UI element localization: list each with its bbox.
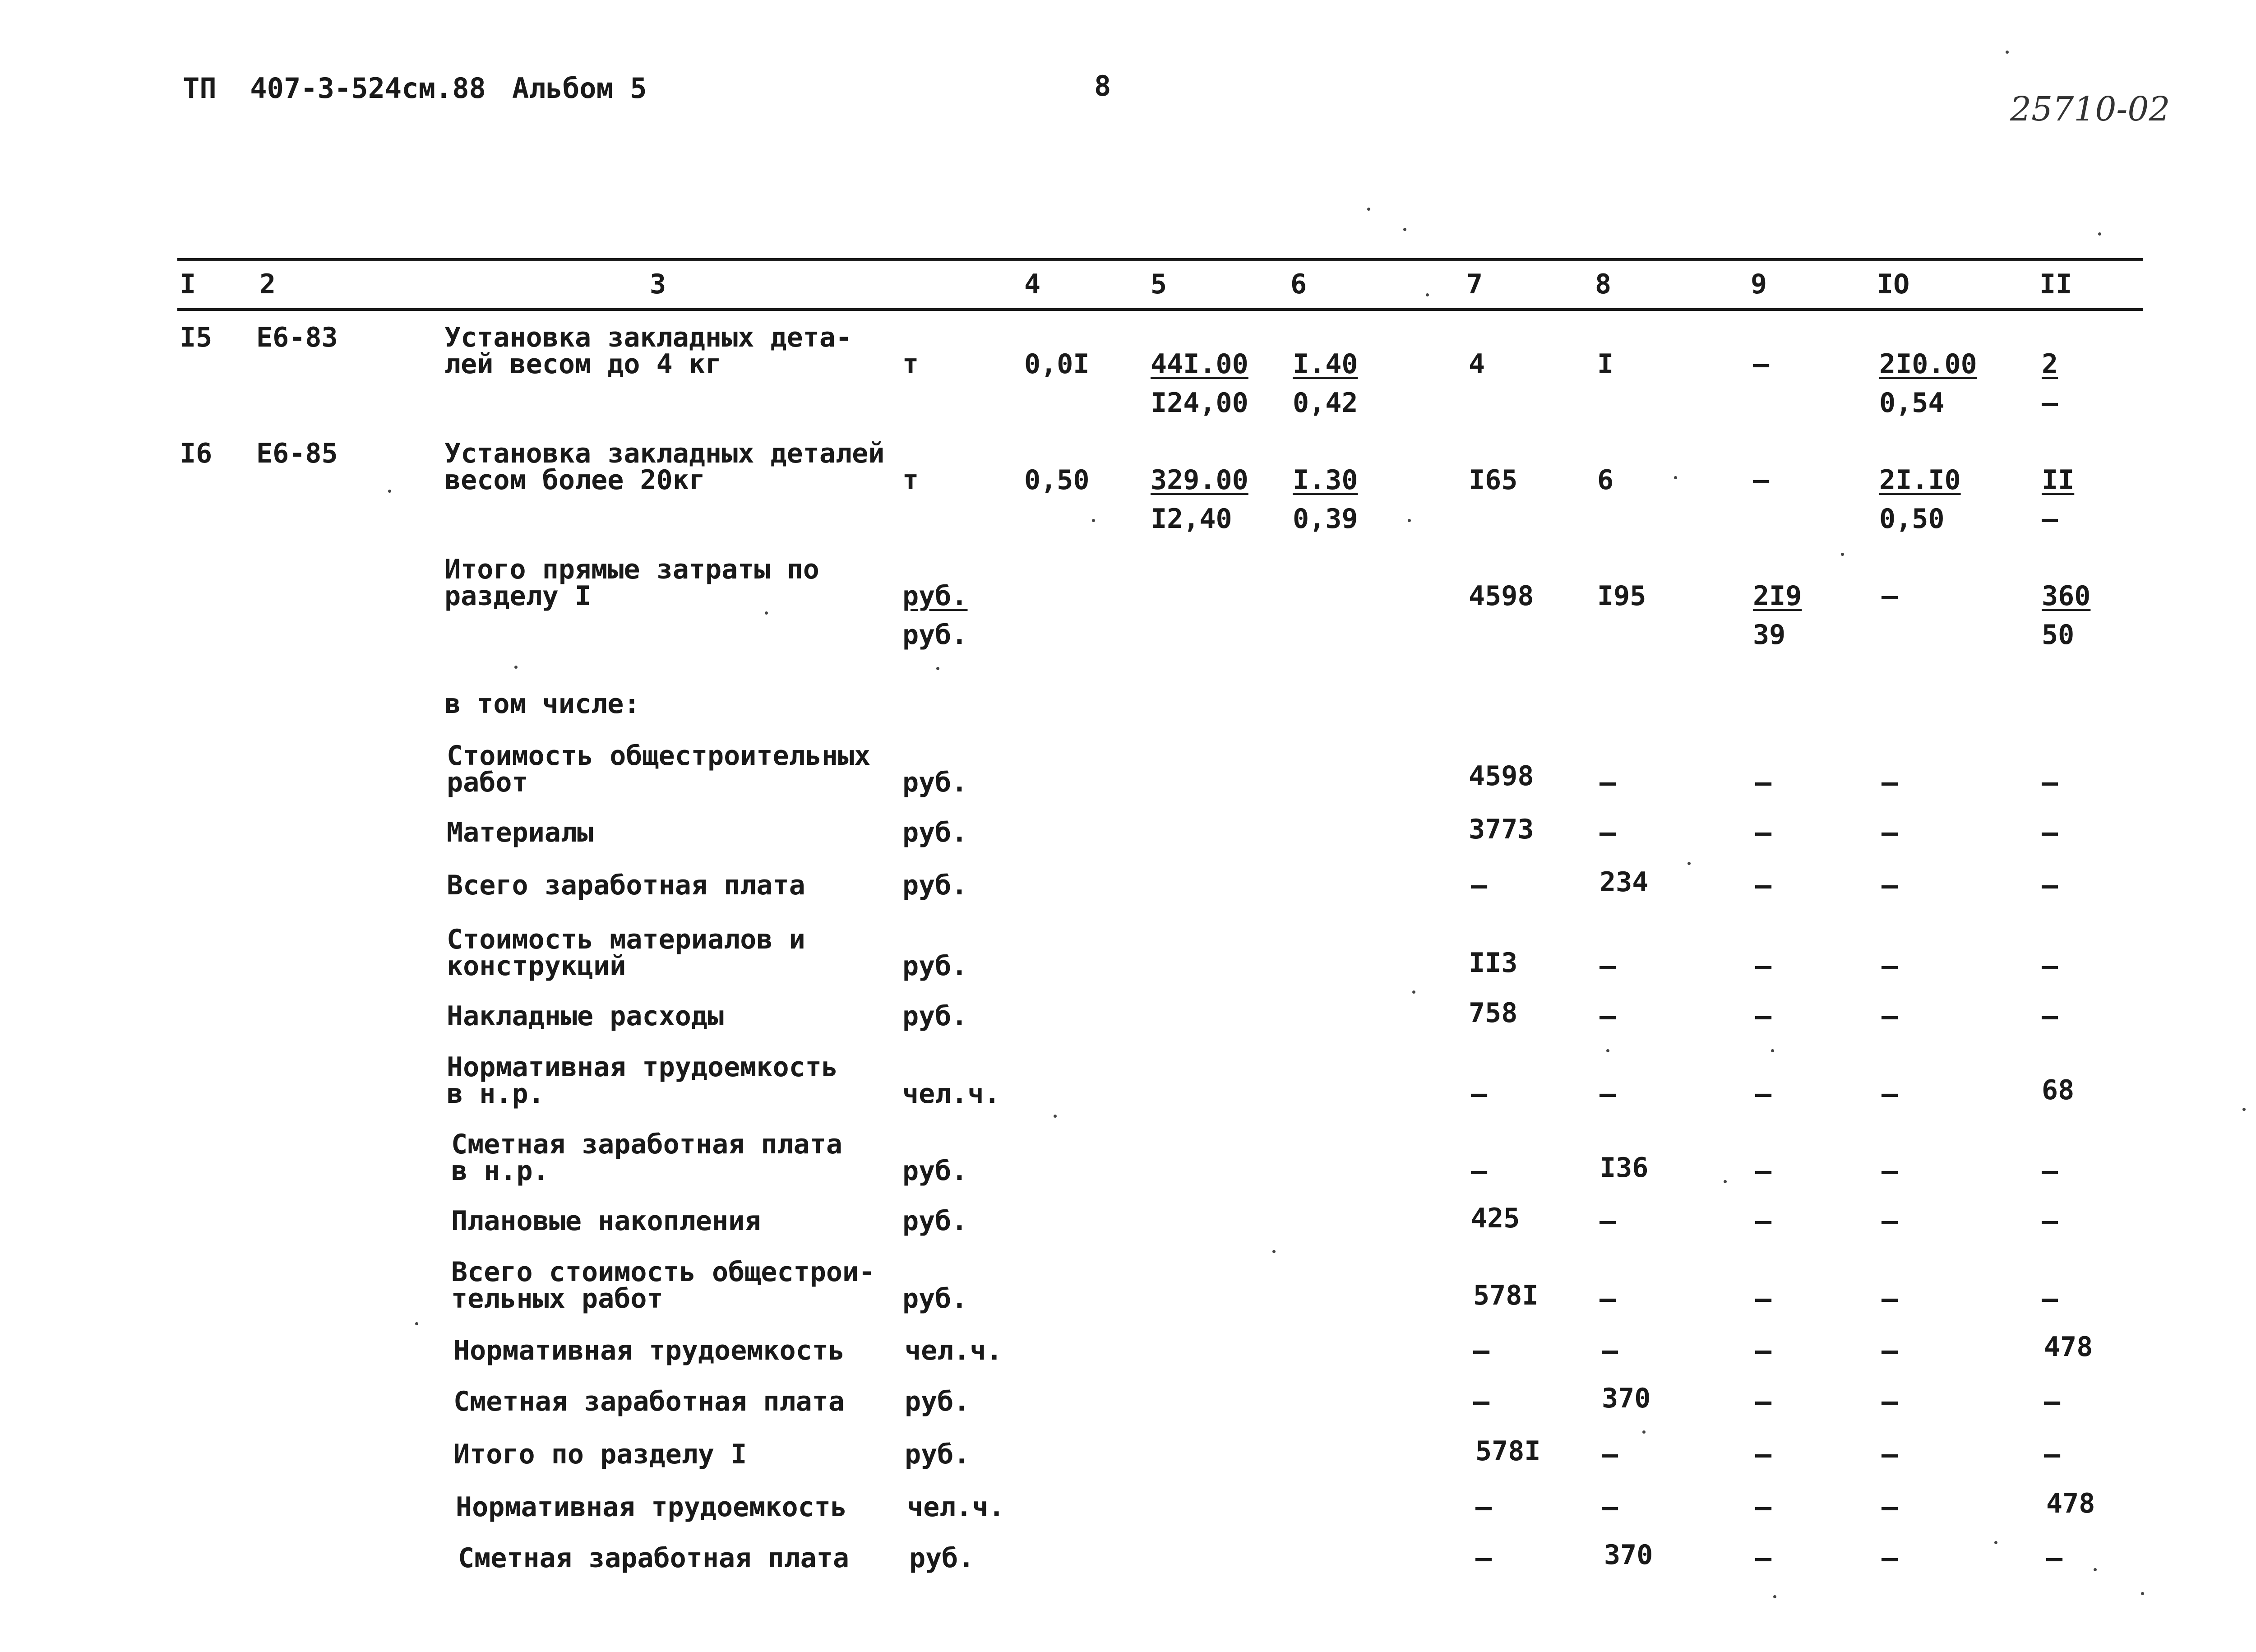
scan-speck xyxy=(1272,1250,1276,1253)
labor-total: – xyxy=(2042,950,2058,982)
archive-stamp: 25710-02 xyxy=(2010,90,2170,129)
labor-total: – xyxy=(2042,870,2058,901)
total-machine: – xyxy=(1755,950,1772,982)
total-cost: – xyxy=(1471,1078,1488,1110)
unit: руб. xyxy=(902,950,968,982)
summary-description: в н.р. xyxy=(451,1155,549,1187)
unit-machine-wage: 0,42 xyxy=(1293,387,1358,419)
col-num: 8 xyxy=(1595,268,1612,300)
unit: т xyxy=(902,464,919,496)
labor-unit: 2I.I0 xyxy=(1879,464,1961,496)
total-machine: – xyxy=(1755,870,1772,901)
total-cost: – xyxy=(1473,1386,1490,1417)
summary-description: Всего стоимость общестрои- xyxy=(451,1256,875,1288)
total-wage: – xyxy=(1600,767,1616,798)
total-machine: – xyxy=(1753,464,1770,496)
total-wage: – xyxy=(1600,950,1616,982)
total-wage: – xyxy=(1602,1335,1618,1366)
total-cost: – xyxy=(1471,870,1488,901)
total-wage: – xyxy=(1600,1283,1616,1314)
work-description: Установка закладных дета- xyxy=(444,322,852,353)
total-machine-wage: 39 xyxy=(1753,619,1786,651)
unit: руб. xyxy=(909,1542,975,1574)
labor-unit: – xyxy=(1882,1000,1898,1032)
labor-total: 360 xyxy=(2042,580,2091,612)
labor-unit: 2I0.00 xyxy=(1879,348,1977,380)
summary-description: Стоимость материалов и xyxy=(447,924,805,955)
scan-speck xyxy=(2006,51,2009,54)
summary-description: Сметная заработная плата xyxy=(458,1542,849,1574)
including-label: в том числе: xyxy=(444,688,640,720)
total-wage: – xyxy=(1600,817,1616,848)
scan-speck xyxy=(388,490,391,493)
summary-description: Итого по разделу I xyxy=(453,1439,747,1470)
labor-total: II xyxy=(2042,464,2075,496)
summary-description: Стоимость общестроительных xyxy=(447,740,871,772)
unit-machine-cost: I.40 xyxy=(1293,348,1358,380)
labor-unit: – xyxy=(1882,817,1898,848)
labor-total: – xyxy=(2042,767,2058,798)
labor-unit: – xyxy=(1882,1439,1898,1470)
summary-description: Сметная заработная плата xyxy=(451,1129,842,1160)
total-machine: – xyxy=(1755,1439,1772,1470)
col-num: IO xyxy=(1877,268,1910,300)
total-wage: – xyxy=(1602,1439,1618,1470)
unit-cost: 44I.00 xyxy=(1151,348,1248,380)
scan-speck xyxy=(415,1322,418,1325)
scan-speck xyxy=(1367,208,1370,211)
summary-description: Итого прямые затраты по xyxy=(444,554,819,585)
total-cost: 3773 xyxy=(1469,814,1534,845)
scan-speck xyxy=(1403,228,1406,231)
scan-speck xyxy=(1841,553,1844,556)
scan-speck xyxy=(2141,1592,2144,1595)
labor-unit-machine: 0,54 xyxy=(1879,387,1945,419)
col-num: 9 xyxy=(1751,268,1767,300)
table-header-rule xyxy=(177,308,2143,311)
total-cost: – xyxy=(1473,1335,1490,1366)
labor-total: 2 xyxy=(2042,348,2058,380)
row-number: I5 xyxy=(180,322,213,353)
labor-total-machine: – xyxy=(2042,387,2058,419)
total-machine: – xyxy=(1755,1491,1772,1523)
unit: чел.ч. xyxy=(907,1491,1005,1523)
scan-speck xyxy=(2098,232,2101,236)
labor-total: 478 xyxy=(2046,1488,2095,1519)
scan-speck xyxy=(1092,519,1095,522)
labor-unit: – xyxy=(1882,870,1898,901)
col-num: 4 xyxy=(1024,268,1041,300)
col-num: 3 xyxy=(650,268,666,300)
work-description: весом более 20кг xyxy=(444,464,705,496)
summary-description: Нормативная трудоемкость xyxy=(453,1335,845,1366)
total-cost: – xyxy=(1471,1155,1488,1187)
labor-total-machine: – xyxy=(2042,503,2058,535)
scan-speck xyxy=(936,667,939,670)
unit: руб. xyxy=(902,767,968,798)
total-wage: – xyxy=(1602,1491,1618,1523)
labor-total: – xyxy=(2042,1205,2058,1237)
total-wage: – xyxy=(1600,1078,1616,1110)
unit-wage: I24,00 xyxy=(1151,387,1248,419)
summary-description: Нормативная трудоемкость xyxy=(456,1491,847,1523)
total-cost: 758 xyxy=(1469,997,1518,1029)
total-machine: – xyxy=(1755,1542,1772,1574)
scan-speck xyxy=(1674,476,1677,479)
labor-total: – xyxy=(2042,1155,2058,1187)
unit: руб. xyxy=(902,1283,968,1314)
summary-description: разделу I xyxy=(444,580,592,612)
col-num: I xyxy=(180,268,196,300)
unit: чел.ч. xyxy=(902,1078,1000,1110)
unit: т xyxy=(902,348,919,380)
scan-speck xyxy=(1773,1595,1776,1598)
total-machine: – xyxy=(1755,767,1772,798)
summary-description: работ xyxy=(447,767,528,798)
total-cost: – xyxy=(1475,1542,1492,1574)
scan-speck xyxy=(2094,1568,2097,1571)
unit: руб. xyxy=(902,870,968,901)
scan-speck xyxy=(1994,1541,1997,1544)
total-machine: – xyxy=(1755,1205,1772,1237)
scan-speck xyxy=(1724,1180,1727,1183)
labor-total: – xyxy=(2046,1542,2063,1574)
labor-unit: – xyxy=(1882,1205,1898,1237)
col-num: 5 xyxy=(1151,268,1167,300)
total-wage: I36 xyxy=(1600,1152,1649,1184)
scan-speck xyxy=(1606,1049,1609,1052)
scan-speck xyxy=(1771,1049,1774,1052)
unit-machine-cost: I.30 xyxy=(1293,464,1358,496)
total-wage: 234 xyxy=(1600,866,1649,898)
total-machine: – xyxy=(1755,1386,1772,1417)
scan-speck xyxy=(1687,862,1691,865)
labor-total: – xyxy=(2044,1439,2061,1470)
scan-speck xyxy=(1642,1430,1646,1434)
unit: руб. xyxy=(902,1155,968,1187)
total-cost: 578I xyxy=(1473,1280,1539,1311)
col-num: 2 xyxy=(259,268,276,300)
unit-wage: I2,40 xyxy=(1151,503,1232,535)
labor-total: – xyxy=(2042,1283,2058,1314)
labor-unit: – xyxy=(1882,1078,1898,1110)
unit-machine-wage: 0,39 xyxy=(1293,503,1358,535)
labor-total-machine: 50 xyxy=(2042,619,2075,651)
total-machine: – xyxy=(1755,1283,1772,1314)
labor-unit-machine: 0,50 xyxy=(1879,503,1945,535)
total-machine: – xyxy=(1753,348,1770,380)
labor-unit: – xyxy=(1882,580,1898,612)
scan-speck xyxy=(1054,1115,1057,1118)
total-cost: 4598 xyxy=(1469,580,1534,612)
total-cost: 4598 xyxy=(1469,760,1534,792)
total-cost: – xyxy=(1475,1491,1492,1523)
labor-total: – xyxy=(2042,1000,2058,1032)
labor-unit: – xyxy=(1882,950,1898,982)
page-number: 8 xyxy=(1094,69,1111,102)
scan-speck xyxy=(1412,990,1415,994)
row-number: I6 xyxy=(180,438,213,469)
total-wage: 370 xyxy=(1602,1383,1651,1414)
labor-unit: – xyxy=(1882,1335,1898,1366)
unit: руб. xyxy=(902,619,968,651)
labor-total: 68 xyxy=(2042,1074,2075,1106)
summary-description: Плановые накопления xyxy=(451,1205,761,1237)
unit-cost: 329.00 xyxy=(1151,464,1248,496)
labor-unit: – xyxy=(1882,767,1898,798)
col-num: 7 xyxy=(1466,268,1483,300)
quantity: 0,50 xyxy=(1024,464,1090,496)
labor-total: – xyxy=(2044,1386,2061,1417)
total-wage: 370 xyxy=(1604,1539,1653,1571)
summary-description: в н.р. xyxy=(447,1078,545,1110)
summary-description: Сметная заработная плата xyxy=(453,1386,845,1417)
total-wage: 6 xyxy=(1597,464,1614,496)
document-code: ТП 407-3-524см.88 xyxy=(183,72,486,105)
labor-total: – xyxy=(2042,817,2058,848)
scan-speck xyxy=(1426,293,1429,296)
summary-description: Всего заработная плата xyxy=(447,870,805,901)
labor-unit: – xyxy=(1882,1283,1898,1314)
unit: руб. xyxy=(905,1439,970,1470)
summary-description: конструкций xyxy=(447,950,626,982)
scan-speck xyxy=(2242,1108,2246,1111)
album-label: Альбом 5 xyxy=(512,72,647,105)
unit: руб. xyxy=(902,1000,968,1032)
col-num: II xyxy=(2039,268,2072,300)
total-cost: 4 xyxy=(1469,348,1485,380)
quantity: 0,0I xyxy=(1024,348,1090,380)
total-cost: II3 xyxy=(1469,947,1518,979)
scan-speck xyxy=(765,611,768,615)
unit: руб. xyxy=(902,1205,968,1237)
total-cost: I65 xyxy=(1469,464,1518,496)
labor-total: 478 xyxy=(2044,1331,2093,1363)
work-description: Установка закладных деталей xyxy=(444,438,885,469)
summary-description: Нормативная трудоемкость xyxy=(447,1051,838,1083)
total-wage: – xyxy=(1600,1000,1616,1032)
labor-unit: – xyxy=(1882,1491,1898,1523)
labor-unit: – xyxy=(1882,1386,1898,1417)
scan-speck xyxy=(514,666,518,669)
total-machine: – xyxy=(1755,1335,1772,1366)
norm-code: Е6-83 xyxy=(256,322,338,353)
total-machine: 2I9 xyxy=(1753,580,1802,612)
norm-code: Е6-85 xyxy=(256,438,338,469)
labor-unit: – xyxy=(1882,1542,1898,1574)
total-machine: – xyxy=(1755,1155,1772,1187)
summary-description: Накладные расходы xyxy=(447,1000,724,1032)
unit: чел.ч. xyxy=(905,1335,1003,1366)
table-top-rule xyxy=(177,258,2143,261)
summary-description: Материалы xyxy=(447,817,594,848)
total-cost: 578I xyxy=(1475,1435,1541,1467)
total-machine: – xyxy=(1755,1000,1772,1032)
scan-speck xyxy=(1408,519,1411,522)
work-description: лей весом до 4 кг xyxy=(444,348,722,380)
total-machine: – xyxy=(1755,1078,1772,1110)
total-wage: I xyxy=(1597,348,1614,380)
unit: руб. xyxy=(902,817,968,848)
total-wage: – xyxy=(1600,1205,1616,1237)
total-wage: I95 xyxy=(1597,580,1646,612)
col-num: 6 xyxy=(1290,268,1307,300)
unit: руб. xyxy=(902,580,968,612)
labor-unit: – xyxy=(1882,1155,1898,1187)
unit: руб. xyxy=(905,1386,970,1417)
summary-description: тельных работ xyxy=(451,1283,663,1314)
total-cost: 425 xyxy=(1471,1203,1520,1234)
total-machine: – xyxy=(1755,817,1772,848)
